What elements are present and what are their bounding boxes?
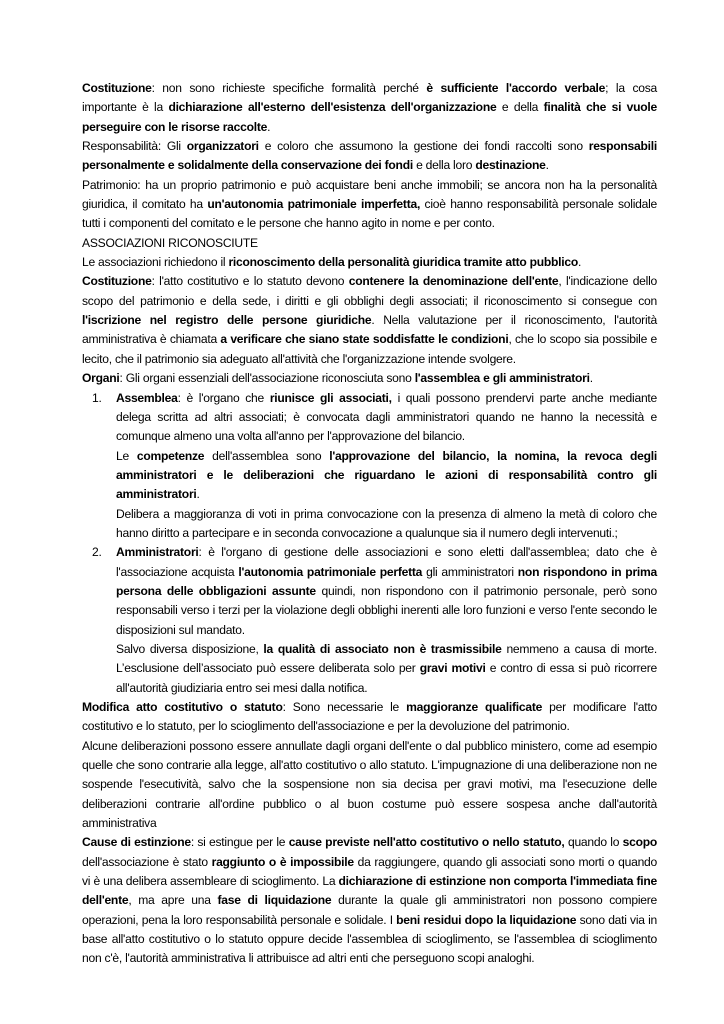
paragraph-costituzione-comitato — [82, 79, 657, 137]
text: cioè hanno responsabilità personale solidale tutti i componenti del comitato e le persone che hanno agito in nome e per conto. — [82, 197, 657, 231]
bold-text: gravi motivi — [419, 661, 486, 676]
paragraph-costituzione-associazioni — [82, 272, 657, 369]
text: i quali possono prendervi parte anche mediante delega scritta ad altri associati; è convocata dagli amministratori quando ne hanno la necessità e comunque almeno una volta all'anno per l'approvazione del bilancio. — [116, 390, 658, 444]
text: da raggiungere, quando gli associati sono morti o quando vi è una delibera assembleare di scioglimento. La — [82, 854, 657, 889]
text: durante la quale gli amministratori non possono compiere operazioni, pena la loro responsabilità personale e solidale. I — [82, 893, 657, 927]
text: dell'assemblea sono — [204, 448, 330, 463]
paragraph-estinzione — [82, 833, 657, 968]
text: . Nella valutazione per il riconoscimento, l'autorità amministrativa è chiamata — [82, 313, 657, 347]
text: : è l'organo di gestione delle associazioni e sono eletti dall'assemblea; dato che è l'associazione acquista — [116, 545, 657, 579]
text: Le — [116, 448, 137, 463]
text: . — [578, 255, 582, 270]
list-item-subparagraph — [82, 505, 657, 544]
list-number: 1. — [92, 390, 102, 405]
bold-text: dichiarazione di estinzione non comporta l'immediata fine dell'ente — [82, 874, 657, 908]
paragraph-intro-associazioni — [82, 253, 657, 272]
list-item-subparagraph — [82, 447, 657, 505]
bold-text: la qualità di associato non è trasmissibile — [263, 641, 502, 656]
paragraph-deliberazioni — [82, 737, 657, 834]
text: Delibera a maggioranza di voti in prima convocazione con la presenza di almeno la metà di coloro che hanno diritto a partecipare e in seconda convocazione a qualunque sia il numero degli intervenuti.; — [116, 506, 657, 540]
bold-text: destinazione — [475, 158, 546, 173]
text: gli amministratori — [422, 564, 518, 579]
text: quando lo — [564, 835, 623, 850]
text: . — [545, 158, 549, 173]
bold-text: maggioranze qualificate — [406, 700, 543, 714]
text: ASSOCIAZIONI RICONOSCIUTE — [82, 235, 258, 250]
list-item-subparagraph — [82, 640, 657, 698]
text: . — [267, 119, 271, 134]
bold-text: Costituzione — [82, 274, 152, 289]
bold-text: l'assemblea e gli amministratori — [414, 371, 590, 386]
document-body-intro — [82, 79, 657, 389]
bold-text: Assemblea — [116, 390, 178, 405]
text: : Sono necessarie le — [282, 700, 407, 714]
text: : è l'organo che — [177, 390, 270, 405]
document-body-closing — [82, 698, 657, 969]
text: e della loro — [412, 158, 476, 173]
bold-text: Modifica atto costitutivo o statuto — [82, 700, 283, 714]
paragraph-organi — [82, 369, 657, 388]
bold-text: fase di liquidazione — [217, 893, 332, 908]
bold-text: a verificare che siano state soddisfatte le condizioni — [220, 332, 509, 347]
bold-text: un'autonomia patrimoniale imperfetta, — [207, 197, 421, 212]
text: : l'atto costitutivo e lo statuto devono — [151, 274, 349, 289]
text: e della — [496, 100, 544, 115]
bold-text: l'iscrizione nel registro delle persone giuridiche — [82, 313, 372, 328]
bold-text: dichiarazione all'esterno dell'esistenza dell'organizzazione — [168, 100, 497, 115]
bold-text: organizzatori — [186, 139, 259, 154]
bold-text: l'autonomia patrimoniale perfetta — [238, 564, 423, 579]
bold-text: l'approvazione del bilancio, la nomina, la revoca degli amministratori e le deliberazioni che riguardano le azioni di responsabilità contro gli amministratori — [116, 448, 657, 502]
bold-text: riconoscimento della personalità giuridica tramite atto pubblico — [228, 255, 579, 270]
text: : si estingue per le — [190, 835, 289, 850]
bold-text: Amministratori — [116, 545, 199, 560]
bold-text: raggiunto o è impossibile — [211, 854, 354, 869]
text: sono dati via in base all'atto costitutivo o lo statuto oppure decide l'assemblea di scioglimento, se l'assemblea di scioglimento non c'è, l'autorità amministrativa li attribuisce ad altri enti che perseguono scopi analoghi. — [82, 912, 657, 966]
list-item-text — [82, 389, 657, 447]
organs-numbered-list — [82, 389, 657, 699]
list-number: 2. — [92, 545, 102, 560]
bold-text: cause previste nell'atto costitutivo o nello statuto, — [288, 835, 565, 850]
list-item — [82, 389, 657, 544]
list-item — [82, 543, 657, 698]
text: Alcune deliberazioni possono essere annullate dagli organi dell'ente o dal pubblico ministero, come ad esempio quelle che sono contrarie alla legge, all'atto costitutivo o allo statuto. L'impugnazione di una deliberazione non ne sospende l'esecutività, salvo che la sospensione non sia decisa per gravi motivi, ma l'esecuzione delle deliberazioni contrarie all'ordine pubblico o al buon costume può essere sospesa anche dall'autorità amministrativa — [82, 738, 657, 831]
bold-text: responsabili personalmente e solidalmente della conservazione dei fondi — [82, 139, 657, 173]
text: . — [196, 487, 200, 502]
paragraph-responsabilita — [82, 137, 657, 176]
text: : Gli organi essenziali dell'associazione riconosciuta sono — [119, 371, 415, 386]
bold-text: Organi — [82, 371, 120, 386]
bold-text: scopo — [622, 835, 657, 850]
text: , l'indicazione dello scopo del patrimonio e della sede, i diritti e gli obblighi degli associati; il riconoscimento si consegue con — [82, 274, 657, 308]
bold-text: è sufficiente l'accordo verbale — [426, 81, 606, 95]
bold-text: competenze — [136, 448, 205, 463]
bold-text: non rispondono in prima persona delle obbligazioni assunte — [116, 564, 657, 598]
document-page — [82, 79, 657, 969]
text: dell'associazione è stato — [82, 854, 212, 869]
text: . — [589, 371, 593, 386]
text: e coloro che assumono la gestione dei fondi raccolti sono — [258, 139, 589, 154]
text: quindi, non rispondono con il patrimonio personale, però sono responsabili verso i terzi per la violazione degli obblighi inerenti alle loro funzioni e verso l'ente secondo le disposizioni sul mandato. — [116, 583, 657, 637]
text: Salvo diversa disposizione, — [116, 641, 264, 656]
bold-text: riunisce gli associati, — [269, 390, 392, 405]
bold-text: contenere la denominazione dell'ente — [348, 274, 559, 289]
bold-text: beni residui dopo la liquidazione — [396, 912, 577, 927]
text: Responsabilità: Gli — [82, 139, 187, 154]
bold-text: Costituzione — [82, 81, 152, 95]
paragraph-modifica — [82, 698, 657, 737]
text: Le associazioni richiedono il — [82, 255, 229, 270]
text: e contro di essa si può ricorrere all'autorità giudiziaria entro sei mesi dalla notifica. — [116, 661, 657, 695]
text: Patrimonio: ha un proprio patrimonio e può acquistare beni anche immobili; se ancora non ha la personalità giuridica, il comitato ha — [82, 177, 657, 212]
bold-text: Cause di estinzione — [82, 835, 191, 850]
text: nemmeno a causa di morte. L’esclusione dell’associato può essere deliberata solo per — [116, 641, 658, 676]
paragraph-patrimonio — [82, 176, 657, 234]
text: ; la cosa importante è la — [82, 81, 657, 115]
text: per modificare l'atto costitutivo e lo statuto, per lo scioglimento dell'associazione e per la devoluzione del patrimonio. — [82, 700, 657, 734]
bold-text: finalità che si vuole perseguire con le risorse raccolte — [82, 100, 658, 134]
list-item-text — [82, 543, 657, 640]
text: , che lo scopo sia possibile e lecito, che il patrimonio sia adeguato all'attività che l'organizzazione intende svolgere. — [82, 332, 657, 366]
text: : non sono richieste specifiche formalità perché — [151, 81, 427, 95]
text: , ma apre una — [128, 893, 218, 908]
section-heading — [82, 234, 657, 253]
